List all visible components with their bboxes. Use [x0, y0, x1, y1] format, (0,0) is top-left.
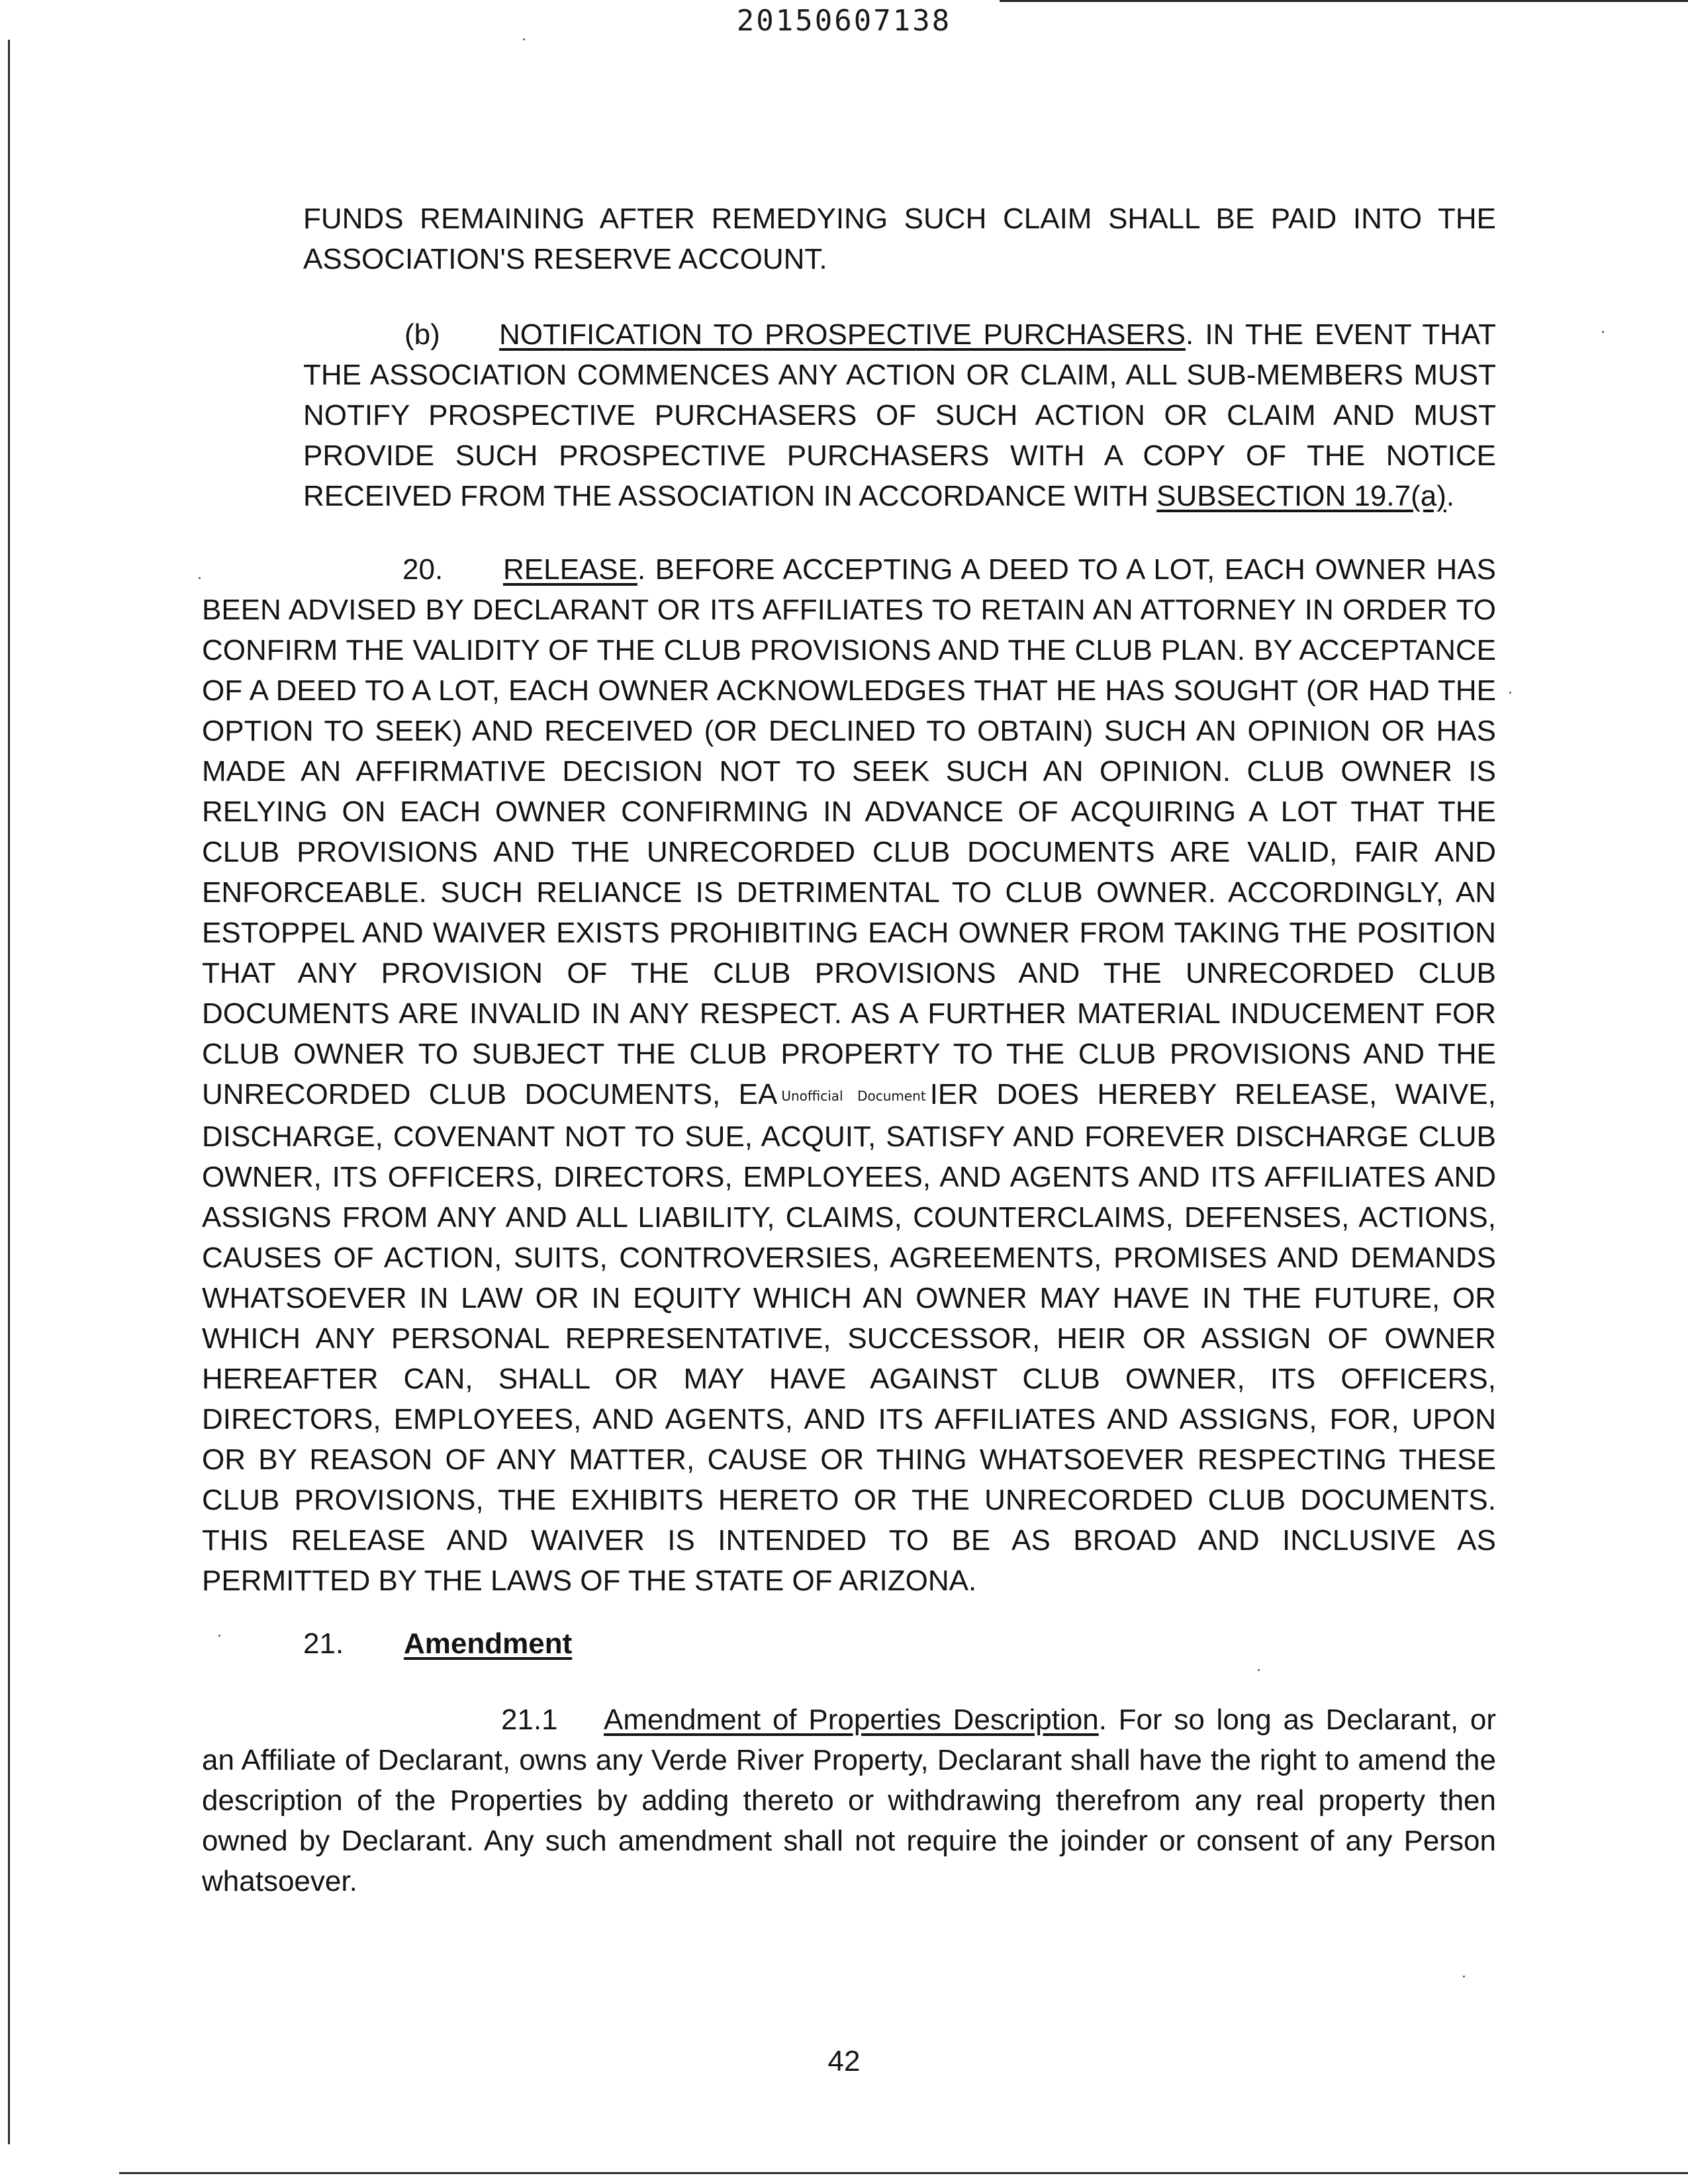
continuation-paragraph: [303, 199, 1496, 279]
section-21-heading-line: [303, 1623, 1496, 1664]
bottom-scan-rule: [119, 2172, 1688, 2174]
scan-speck: [1463, 1976, 1465, 1978]
page-number: 42: [827, 2045, 861, 2077]
section-21-number: 21.: [303, 1627, 344, 1660]
subsection-b-heading: NOTIFICATION TO PROSPECTIVE PURCHASERS: [499, 318, 1186, 351]
section-20-text-part2: IER DOES HEREBY RELEASE, WAIVE, DISCHARGE, COVENANT NOT TO SUE, ACQUIT, SATISFY AND FOREVER DISCHARGE CLUB OWNER, ITS OFFICERS, DIRECTORS, EMPLOYEES, AND AGENTS AND ITS AFFILIATES AND ASSIGNS FROM ANY AND ALL LIABILITY, CLAIMS, COUNTERCLAIMS, DEFENSES, ACTIONS, CAUSES OF ACTION, SUITS, CONTROVERSIES, AGREEMENTS, PROMISES AND DEMANDS WHATSOEVER IN LAW OR IN EQUITY WHICH AN OWNER MAY HAVE IN THE FUTURE, OR WHICH ANY PERSONAL REPRESENTATIVE, SUCCESSOR, HEIR OR ASSIGN OF OWNER HEREAFTER CAN, SHALL OR MAY HAVE AGAINST CLUB OWNER, ITS OFFICERS, DIRECTORS, EMPLOYEES, AND AGENTS, AND ITS AFFILIATES AND ASSIGNS, FOR, UPON OR BY REASON OF ANY MATTER, CAUSE OR THING WHATSOEVER RESPECTING THESE CLUB PROVISIONS, THE EXHIBITS HERETO OR THE UNRECORDED CLUB DOCUMENTS. THIS RELEASE AND WAIVER IS INTENDED TO BE AS BROAD AND INCLUSIVE AS PERMITTED BY THE LAWS OF THE STATE OF ARIZONA.: [202, 1078, 1496, 1597]
section-20-heading: RELEASE: [503, 553, 637, 586]
scan-speck: [1602, 331, 1604, 333]
scan-speck: [199, 577, 201, 579]
subsection-b-reference: SUBSECTION 19.7(a): [1156, 480, 1446, 512]
recording-number: 20150607138: [736, 4, 952, 38]
left-scan-rule: [8, 40, 10, 2144]
subsection-b-end: .: [1446, 480, 1455, 512]
section-20-paragraph: [202, 549, 1496, 1601]
subsection-b-text: . IN THE EVENT THAT THE ASSOCIATION COMMENCES ANY ACTION OR CLAIM, ALL SUB-MEMBERS MUST NOTIFY PROSPECTIVE PURCHASERS OF SUCH ACTION OR CLAIM AND MUST PROVIDE SUCH PROSPECTIVE PURCHASERS WITH A COPY OF THE NOTICE RECEIVED FROM THE ASSOCIATION IN ACCORDANCE WITH: [303, 318, 1496, 512]
section-21-1-paragraph: [202, 1700, 1496, 1901]
scan-speck: [218, 1635, 220, 1637]
section-21-1-text: . For so long as Declarant, or an Affiliate of Declarant, owns any Verde River Property, Declarant shall have the right to amend the description of the Properties by adding thereto or withdrawing therefrom any real property then owned by Declarant. Any such amendment shall not require the joinder or consent of any Person whatsoever.: [202, 1704, 1496, 1897]
scan-speck: [523, 38, 525, 40]
scan-speck: [1509, 692, 1511, 694]
section-21-1-number: 21.1: [501, 1704, 558, 1736]
subsection-b-label: (b): [404, 318, 440, 351]
section-20-number: 20.: [402, 553, 444, 586]
subsection-b-paragraph: [303, 314, 1496, 516]
section-21-1-heading: Amendment of Properties Description: [604, 1704, 1099, 1736]
scan-speck: [1258, 1669, 1260, 1671]
section-21-heading: Amendment: [404, 1627, 573, 1660]
watermark-stamp: Unofficial Document: [781, 1087, 926, 1104]
section-20-text-part1: . BEFORE ACCEPTING A DEED TO A LOT, EACH OWNER HAS BEEN ADVISED BY DECLARANT OR ITS AFFILIATES TO RETAIN AN ATTORNEY IN ORDER TO CONFIRM THE VALIDITY OF THE CLUB PROVISIONS AND THE CLUB PLAN. BY ACCEPTANCE OF A DEED TO A LOT, EACH OWNER ACKNOWLEDGES THAT HE HAS SOUGHT (OR HAD THE OPTION TO SEEK) AND RECEIVED (OR DECLINED TO OBTAIN) SUCH AN OPINION OR HAS MADE AN AFFIRMATIVE DECISION NOT TO SEEK SUCH AN OPINION. CLUB OWNER IS RELYING ON EACH OWNER CONFIRMING IN ADVANCE OF ACQUIRING A LOT THAT THE CLUB PROVISIONS AND THE UNRECORDED CLUB DOCUMENTS ARE VALID, FAIR AND ENFORCEABLE. SUCH RELIANCE IS DETRIMENTAL TO CLUB OWNER. ACCORDINGLY, AN ESTOPPEL AND WAIVER EXISTS PROHIBITING EACH OWNER FROM TAKING THE POSITION THAT ANY PROVISION OF THE CLUB PROVISIONS AND THE UNRECORDED CLUB DOCUMENTS ARE INVALID IN ANY RESPECT. AS A FURTHER MATERIAL INDUCEMENT FOR CLUB OWNER TO SUBJECT THE CLUB PROPERTY TO THE CLUB PROVISIONS AND THE UNRECORDED CLUB DOCUMENTS, EA: [202, 553, 1496, 1111]
continuation-text: FUNDS REMAINING AFTER REMEDYING SUCH CLAIM SHALL BE PAID INTO THE ASSOCIATION'S RESERVE ACCOUNT.: [303, 203, 1496, 275]
top-scan-rule: [1000, 0, 1688, 2]
